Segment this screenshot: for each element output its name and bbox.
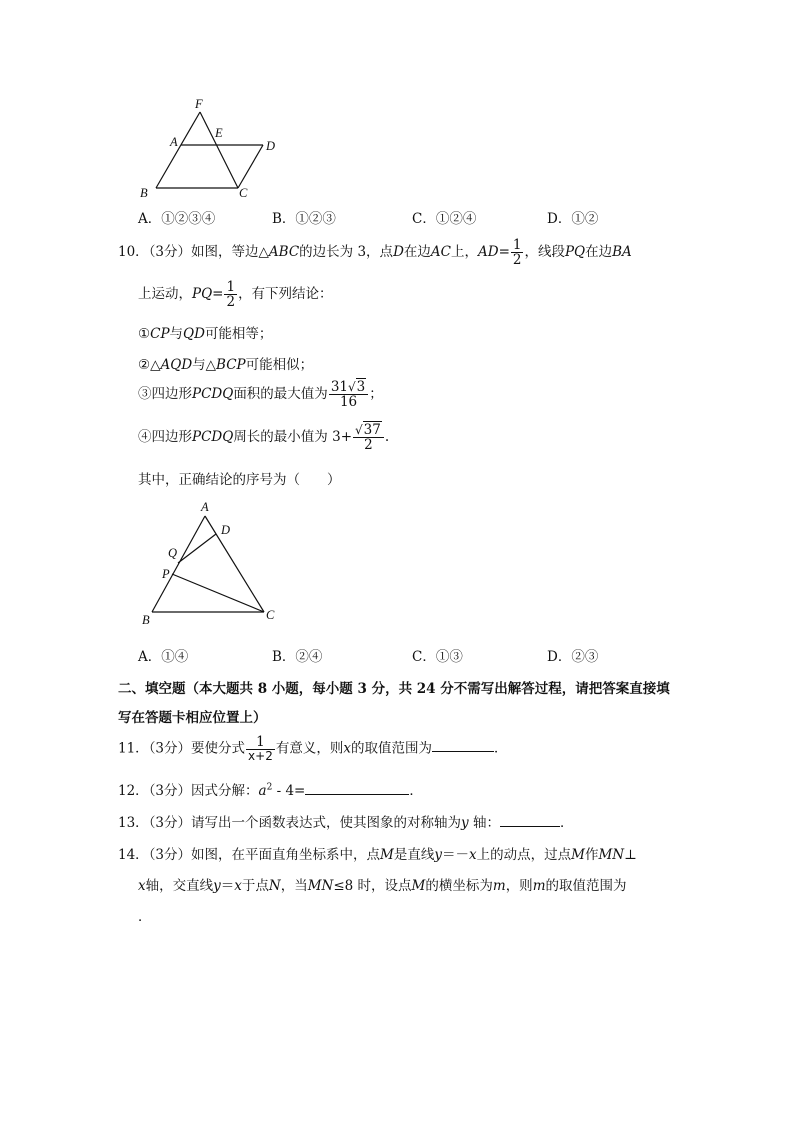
label-f: F — [195, 97, 203, 111]
q14-line1: 14．（3分）如图，在平面直角坐标系中，点M是直线y＝－x上的动点，过点M作MN⊥ — [118, 847, 637, 863]
q10-option-b[interactable]: B．②④ — [272, 649, 323, 665]
q10-option-d[interactable]: D．②③ — [547, 649, 599, 665]
segment-bf — [156, 112, 200, 188]
segment-dc — [238, 145, 263, 188]
q9-option-c[interactable]: C．①②④ — [412, 211, 477, 227]
q10-option-a[interactable]: A．①④ — [138, 649, 189, 665]
label-e: E — [215, 126, 223, 140]
segment-fc — [200, 112, 238, 188]
section-heading-cont: 写在答题卡相应位置上） — [118, 710, 267, 726]
label-b2: B — [142, 613, 150, 627]
section-heading: 二、填空题（本大题共 8 小题，每小题 3 分，共 24 分不需写出解答过程，请把答案直接填 — [118, 681, 670, 697]
label-c: C — [239, 186, 248, 200]
q10-conclusion-1: ①CP与QD可能相等； — [138, 326, 273, 342]
q11: 11．（3分）要使分式 $\frac{1}{x+2}$ 有意义，则x的取值范围为 ． — [118, 734, 508, 764]
label-d2: D — [221, 523, 231, 537]
segment-pc — [172, 574, 264, 612]
q14-line2: x轴，交直线y＝x于点N，当MN≤8 时，设点M的横坐标为m，则m的取值范围为 — [138, 878, 627, 894]
q10-ask: 其中，正确结论的序号为（ ） — [138, 472, 341, 488]
q10-conclusion-3: ③四边形PCDQ面积的最大值为 $\frac{31√3}{16}$ ； — [138, 379, 383, 411]
q9-option-b[interactable]: B．①②③ — [272, 211, 336, 227]
q9-option-a[interactable]: A．①②③④ — [138, 211, 216, 227]
q12-answer-blank[interactable] — [305, 782, 409, 795]
q14-line3: ． — [138, 909, 152, 925]
fraction-1-over-x-plus-2: $\frac{1}{x+2}$ — [248, 734, 273, 764]
segment-ac — [205, 516, 264, 612]
fraction-one-half: $\frac{1}{2}$ — [512, 237, 522, 269]
q12: 12．（3分）因式分解：$a^2 - 4=$ ． — [118, 782, 423, 799]
label-c2: C — [266, 608, 275, 622]
label-a: A — [170, 135, 178, 149]
label-p: P — [162, 567, 170, 581]
q9-option-d[interactable]: D．①② — [547, 211, 599, 227]
q10-conclusion-4: ④四边形PCDQ周长的最小值为 3+ $\frac{√37}{2}$ . — [138, 422, 390, 454]
q11-answer-blank[interactable] — [432, 739, 494, 752]
segment-qd — [178, 534, 216, 563]
label-b: B — [140, 186, 148, 200]
q10-line1: 10．（3分）如图，等边△ABC的边长为 3，点D在边AC上，AD= $\frac{1}{2}$ ，线段PQ在边BA — [118, 237, 632, 269]
figure-q10 — [140, 500, 290, 625]
q13: 13．（3分）请写出一个函数表达式，使其图象的对称轴为y 轴： ． — [118, 815, 574, 831]
q10-conclusion-2: ②△AQD与△BCP可能相似； — [138, 357, 314, 373]
q13-answer-blank[interactable] — [500, 814, 560, 827]
q10-option-c[interactable]: C．①③ — [412, 649, 463, 665]
segment-ab — [152, 516, 205, 612]
q10-line2: 上运动，PQ= $\frac{1}{2}$ ，有下列结论： — [138, 279, 333, 311]
label-q: Q — [168, 546, 178, 560]
label-a2: A — [201, 500, 209, 514]
label-d: D — [266, 139, 276, 153]
